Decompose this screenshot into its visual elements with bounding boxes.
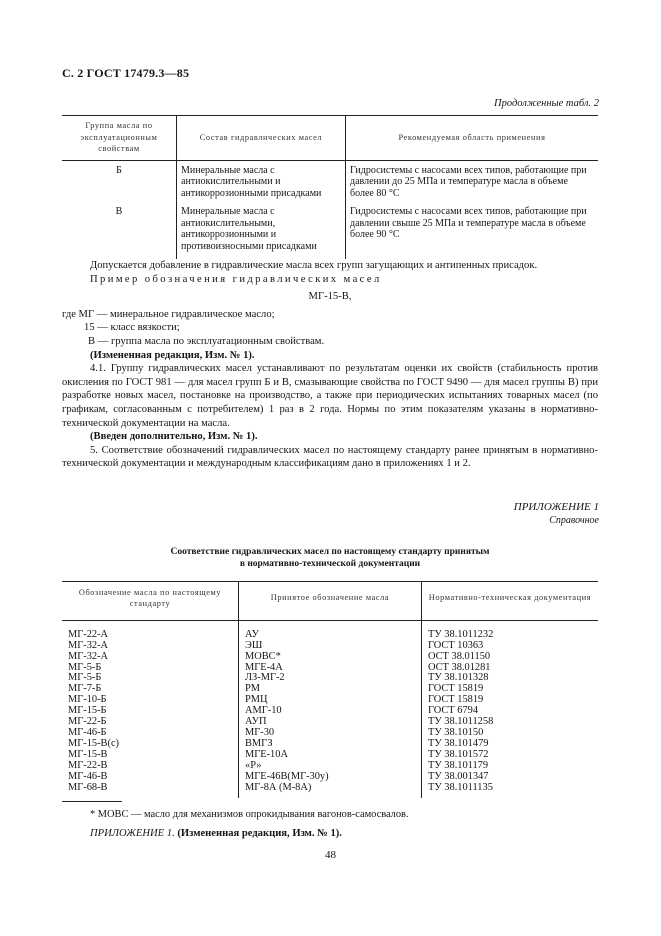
cell-accepted-designation: РМЦ	[239, 695, 422, 706]
cell-standard-designation: МГ-15-В(с)	[68, 737, 120, 749]
amendment-note: (Введен дополнительно, Изм. № 1).	[90, 431, 258, 443]
appendix-note-text: (Измененная редакция, Изм. № 1).	[177, 828, 342, 839]
appendix-title-line: Соответствие гидравлических масел по настоящему стандарту принятым	[170, 547, 490, 557]
cell-documentation: ТУ 38.10150	[422, 728, 599, 739]
cell-standard-designation: МГ-15-Б	[68, 705, 107, 717]
cell-standard-designation: МГ-22-В	[68, 759, 108, 771]
example-heading: Пример обозначения гидравлических масел	[90, 273, 382, 285]
table-row	[62, 728, 598, 739]
cell-accepted-designation: АУП	[239, 717, 422, 728]
cell-documentation: ТУ 38.101328	[422, 673, 599, 684]
cell-documentation: ТУ 38.1011232	[422, 620, 599, 640]
table-row	[62, 695, 598, 706]
table-row	[62, 663, 598, 674]
cell-documentation: ТУ 38.1011135	[422, 783, 599, 799]
cell-accepted-designation: МОВС*	[239, 652, 422, 663]
table-row	[62, 783, 598, 799]
paragraph-4-1: 4.1. Группу гидравлических масел устанавливают по результатам оценки их свойств (стабильность против окисления по ГОСТ 981 — для масел групп Б и В, смазывающие свойства по ГОСТ 9490 — для масел группы В) при разработке новых масел, постановке на производство, а также при периодических испытаниях товарных масел (по графикам, согласованным с потребителем) 1 раз в 2 года. Нормы по этим показателям указаны в нормативно-технической документации на масла.	[62, 363, 598, 429]
table-row	[62, 739, 598, 750]
table-row	[62, 750, 598, 761]
appendix-title	[62, 546, 598, 570]
cell-standard-designation: МГ-5-Б	[68, 661, 102, 673]
table-row	[62, 761, 598, 772]
cell-documentation: ТУ 38.101179	[422, 761, 599, 772]
page-header: С. 2 ГОСТ 17479.3—85	[62, 66, 190, 80]
table-row	[62, 206, 598, 259]
legend-line: 15 — класс вязкости;	[84, 322, 180, 334]
cell-standard-designation: МГ-5-Б	[68, 672, 102, 684]
cell-accepted-designation: ВМГЗ	[239, 739, 422, 750]
appendix-label: ПРИЛОЖЕНИЕ 1	[513, 501, 599, 513]
cell-standard-designation: МГ-46-В	[68, 770, 108, 782]
table-row	[62, 684, 598, 695]
table-row	[62, 641, 598, 652]
cell-documentation: ТУ 38.101479	[422, 739, 599, 750]
column-header-group: Группа масла по эксплуатационным свойствам	[80, 121, 158, 153]
cell-documentation: ГОСТ 6794	[422, 706, 599, 717]
cell-documentation: ГОСТ 10363	[422, 641, 599, 652]
table-continuation-caption: Продолженные табл. 2	[494, 98, 599, 109]
appendix-sublabel: Справочное	[549, 515, 599, 526]
cell-composition: Минеральные масла с антиокислительными, антикоррозионными и противоизносными присадками	[177, 206, 346, 259]
cell-accepted-designation: «Р»	[239, 761, 422, 772]
example-designation: МГ-15-В,	[308, 291, 352, 303]
footnote-divider	[62, 801, 122, 802]
cell-accepted-designation: АМГ-10	[239, 706, 422, 717]
table-row	[62, 673, 598, 684]
cell-documentation: ГОСТ 15819	[422, 684, 599, 695]
table-row	[62, 620, 598, 640]
cell-accepted-designation: МГ-8А (М-8А)	[239, 783, 422, 799]
paragraph-additives: Допускается добавление в гидравлические масла всех групп загущающих и антипенных присадок.	[90, 260, 538, 271]
appendix-amendment-note	[90, 828, 342, 839]
column-header-accepted-designation: Принятое обозначение масла	[239, 582, 422, 621]
cell-standard-designation: МГ-46-Б	[68, 726, 107, 738]
column-header-standard-designation: Обозначение масла по настоящему стандарту	[78, 588, 222, 608]
appendix-title-line: в нормативно-технической документации	[239, 559, 421, 569]
cell-standard-designation: МГ-7-Б	[68, 683, 102, 695]
legend-line: где МГ — минеральное гидравлическое масло;	[62, 308, 275, 320]
cell-accepted-designation: МГЕ-46В(МГ-30у)	[239, 772, 422, 783]
cell-standard-designation: МГ-15-В	[68, 748, 108, 760]
cell-documentation: ОСТ 38.01281	[422, 663, 599, 674]
table-row	[62, 706, 598, 717]
paragraph-5: 5. Соответствие обозначений гидравлических масел по настоящему стандарту ранее принятым в нормативно-технической документации и международным классификациям дано в приложениях 1 и 2.	[62, 444, 598, 470]
hydraulic-oil-groups-table	[62, 115, 598, 259]
cell-accepted-designation: РМ	[239, 684, 422, 695]
legend-line: В — группа масла по эксплуатационным свойствам.	[88, 335, 325, 347]
body-text	[62, 259, 598, 471]
table-row	[62, 717, 598, 728]
cell-accepted-designation: ЛЗ-МГ-2	[239, 673, 422, 684]
cell-standard-designation: МГ-10-Б	[68, 694, 107, 706]
appendix-note-label: ПРИЛОЖЕНИЕ 1.	[90, 828, 175, 839]
cell-accepted-designation: АУ	[239, 620, 422, 640]
cell-accepted-designation: МГЕ-4А	[239, 663, 422, 674]
cell-documentation: ТУ 38.1011258	[422, 717, 599, 728]
cell-accepted-designation: МГЕ-10А	[239, 750, 422, 761]
oil-correspondence-table	[62, 581, 598, 798]
column-header-composition: Состав гидравлических масел	[177, 116, 346, 161]
table-row	[62, 652, 598, 663]
table-header-row	[62, 582, 598, 621]
appendix-label-block	[514, 501, 599, 527]
cell-application: Гидросистемы с насосами всех типов, работающие при давлении до 25 МПа и температуре масла в объеме более 80 °С	[346, 160, 599, 206]
cell-composition: Минеральные масла с антиокислительными и антикоррозионными присадками	[177, 160, 346, 206]
table-header-row	[62, 116, 598, 161]
cell-standard-designation: МГ-68-В	[68, 781, 108, 793]
column-header-documentation: Нормативно-техническая документация	[422, 582, 599, 621]
cell-documentation: ГОСТ 15819	[422, 695, 599, 706]
cell-group: Б	[116, 164, 122, 176]
footnote: * МОВС — масло для механизмов опрокидывания вагонов-самосвалов.	[90, 809, 409, 820]
cell-standard-designation: МГ-22-Б	[68, 716, 107, 728]
cell-accepted-designation: МГ-30	[239, 728, 422, 739]
column-header-application: Рекомендуемая область применения	[346, 116, 599, 161]
cell-documentation: ТУ 38.001347	[422, 772, 599, 783]
table-row	[62, 772, 598, 783]
cell-standard-designation: МГ-32-А	[68, 650, 109, 662]
cell-documentation: ОСТ 38.01150	[422, 652, 599, 663]
table-row	[62, 160, 598, 206]
cell-documentation: ТУ 38.101572	[422, 750, 599, 761]
amendment-note: (Измененная редакция, Изм. № 1).	[90, 349, 255, 361]
cell-standard-designation: МГ-32-А	[68, 639, 109, 651]
cell-group: В	[115, 206, 123, 217]
cell-application: Гидросистемы с насосами всех типов, работающие при давлении свыше 25 МПа и температуре масла в объеме более 90 °С	[346, 206, 599, 259]
cell-standard-designation: МГ-22-А	[68, 628, 109, 640]
cell-accepted-designation: ЭШ	[239, 641, 422, 652]
page-number: 48	[325, 849, 336, 861]
